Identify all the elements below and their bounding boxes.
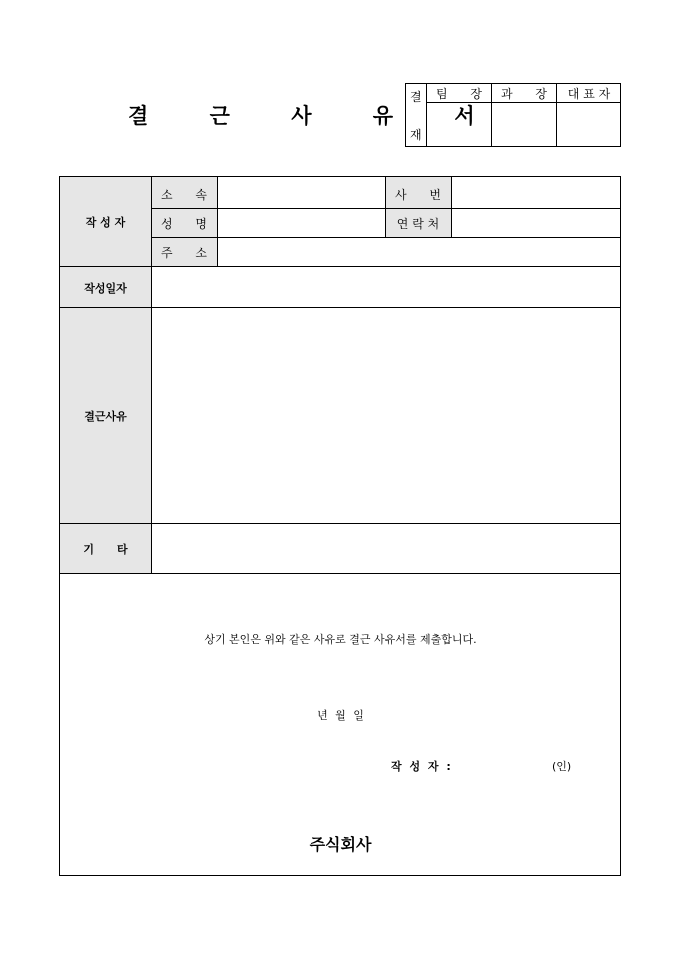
approval-label-top: 결 (410, 90, 422, 104)
name-field[interactable] (218, 209, 384, 236)
declaration-statement: 상기 본인은 위와 같은 사유로 결근 사유서를 제출합니다. (204, 633, 477, 646)
writer-section-label: 작 성 자 (85, 216, 126, 229)
contact-label: 연 락 처 (396, 217, 440, 231)
absence-form (59, 176, 621, 876)
address-label: 주 소 (160, 246, 208, 260)
employee-no-field[interactable] (452, 178, 620, 207)
contact-field[interactable] (452, 209, 620, 236)
date-section-label: 작성일자 (84, 282, 127, 295)
approval-manager: 과 장 (500, 87, 548, 101)
affiliation-label: 소 속 (160, 188, 208, 202)
company-name: 주식회사 (309, 835, 372, 854)
reason-section-label: 결근사유 (84, 410, 127, 423)
other-field[interactable] (152, 524, 620, 572)
address-field[interactable] (218, 238, 620, 265)
approval-ceo: 대 표 자 (567, 87, 611, 101)
approval-team-leader: 팀 장 (435, 87, 483, 101)
reason-field[interactable] (152, 308, 620, 522)
document-title: 결 근 사 유 서 (128, 104, 502, 128)
seal-mark: (인) (552, 760, 572, 773)
other-section-label: 기 타 (83, 543, 128, 556)
name-label: 성 명 (160, 217, 208, 231)
approval-box (405, 83, 621, 147)
date-field[interactable] (152, 267, 620, 306)
approval-label-bottom: 재 (410, 128, 422, 142)
employee-no-label: 사 번 (394, 188, 442, 202)
affiliation-field[interactable] (218, 178, 384, 207)
date-line: 년 월 일 (317, 709, 364, 722)
signer-label: 작 성 자 : (391, 760, 451, 773)
